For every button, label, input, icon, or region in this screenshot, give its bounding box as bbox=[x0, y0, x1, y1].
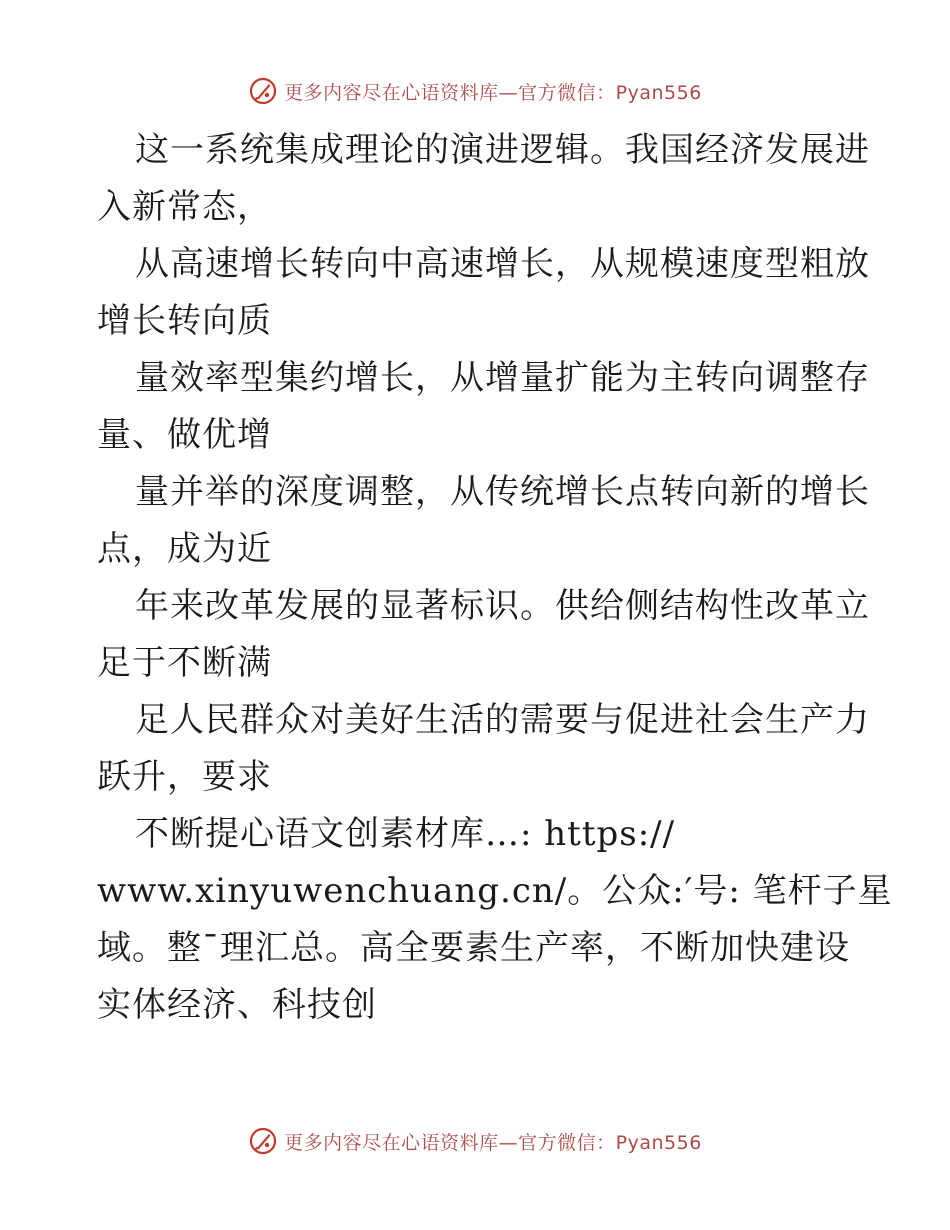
body-line: 入新常态， bbox=[97, 187, 272, 227]
body-line: 实体经济、科技创 bbox=[97, 985, 377, 1025]
header-banner-text: 更多内容尽在心语资料库—官方微信：Pyan556 bbox=[284, 81, 702, 104]
body-line: 足于不断满 bbox=[97, 643, 272, 683]
body-line: 量效率型集约增长，从增量扩能为主转向调整存 bbox=[135, 358, 870, 398]
quill-logo-icon bbox=[248, 1126, 278, 1156]
body-line: 不断提心语文创素材库…: https:// bbox=[135, 814, 676, 854]
body-line: 年来改革发展的显著标识。供给侧结构性改革立 bbox=[135, 586, 870, 626]
body-line: 增长转向质 bbox=[97, 301, 272, 341]
body-line: 这一系统集成理论的演进逻辑。我国经济发展进 bbox=[135, 130, 870, 170]
body-line: 足人民群众对美好生活的需要与促进社会生产力 bbox=[135, 700, 870, 740]
footer-banner bbox=[0, 1121, 950, 1161]
header-banner bbox=[0, 71, 950, 111]
body-line: 量、做优增 bbox=[97, 415, 272, 455]
body-line: 点，成为近 bbox=[97, 529, 272, 569]
body-line: www.xinyuwenchuang.cn/。公众:′号: 笔杆子星 bbox=[97, 871, 893, 911]
body-line: 跃升，要求 bbox=[97, 757, 272, 797]
footer-banner-text: 更多内容尽在心语资料库—官方微信：Pyan556 bbox=[284, 1131, 702, 1154]
body-line: 从高速增长转向中高速增长，从规模速度型粗放 bbox=[135, 244, 870, 284]
document-body bbox=[97, 122, 893, 1034]
quill-logo-icon bbox=[248, 76, 278, 106]
body-line: 域。整¯理汇总。高全要素生产率，不断加快建设 bbox=[97, 928, 850, 968]
body-line: 量并举的深度调整，从传统增长点转向新的增长 bbox=[135, 472, 870, 512]
